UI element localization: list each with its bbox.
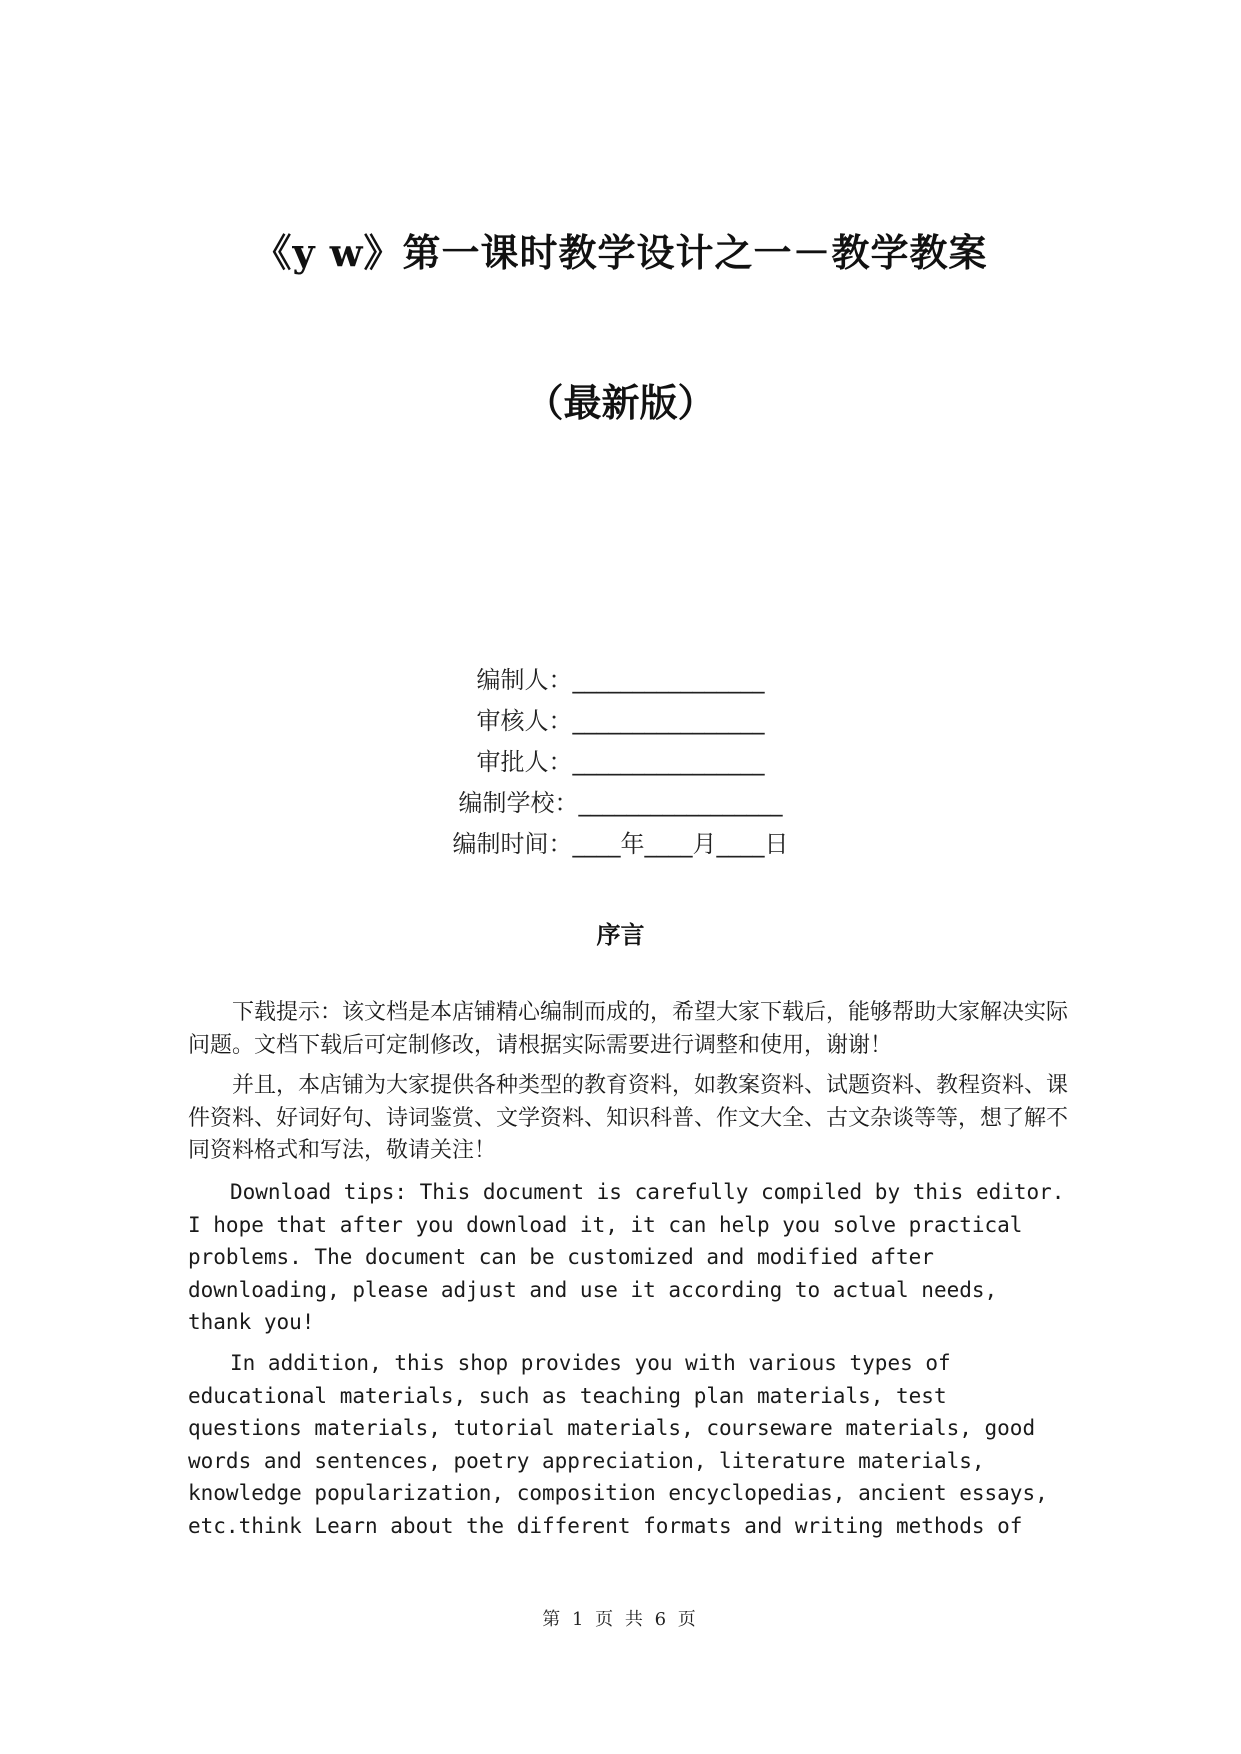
time-line: ____年____月____日 <box>572 830 789 858</box>
document-subtitle: （最新版） <box>525 380 716 425</box>
meta-row-school <box>0 783 1241 824</box>
preface-paragraph-3: Download tips: This document is carefully compiled by this editor. I hope that after you download it, it can help you solve practical problems. The document can be customized and modified after downloading, please adjust and use it according to actual needs, thank you! <box>188 1179 1065 1335</box>
document-title: 《y w》第一课时教学设计之一－教学教案 <box>253 230 988 275</box>
preface-paragraph-4: In addition, this shop provides you with various types of educational materials, such as teaching plan materials, test questions materials, tutorial materials, courseware materials, good words and sentences, poetry appreciation, literature materials, knowledge popularization, composition encyclopedias, ancient essays, etc.think Learn about the different formats and writing methods of <box>188 1350 1048 1538</box>
preface-paragraph-2: 并且，本店铺为大家提供各种类型的教育资料，如教案资料、试题资料、教程资料、课件资料、好词好句、诗词鉴赏、文学资料、知识科普、作文大全、古文杂谈等等，想了解不同资料格式和写法，敬请关注！ <box>188 1073 1069 1164</box>
page-number-footer: 第 1 页 共 6 页 <box>542 1609 699 1630</box>
reviewer-line: ________________ <box>572 707 765 735</box>
preface-paragraph-1: 下载提示：该文档是本店铺精心编制而成的，希望大家下载后，能够帮助大家解决实际问题。文档下载后可定制修改，请根据实际需要进行调整和使用，谢谢！ <box>188 1000 1069 1058</box>
meta-block <box>0 660 1241 865</box>
meta-row-compiler <box>0 660 1241 701</box>
meta-row-time <box>0 824 1241 865</box>
meta-row-reviewer <box>0 701 1241 742</box>
approver-label: 审批人： <box>476 748 573 776</box>
preface-body <box>188 997 1068 1551</box>
meta-row-approver <box>0 742 1241 783</box>
reviewer-label: 审核人： <box>476 707 573 735</box>
school-line: _________________ <box>578 789 783 817</box>
compiler-label: 编制人： <box>476 666 573 694</box>
compiler-line: ________________ <box>572 666 765 694</box>
time-label: 编制时间： <box>452 830 573 858</box>
approver-line: ________________ <box>572 748 765 776</box>
school-label: 编制学校： <box>458 789 579 817</box>
preface-title: 序言 <box>596 921 645 949</box>
